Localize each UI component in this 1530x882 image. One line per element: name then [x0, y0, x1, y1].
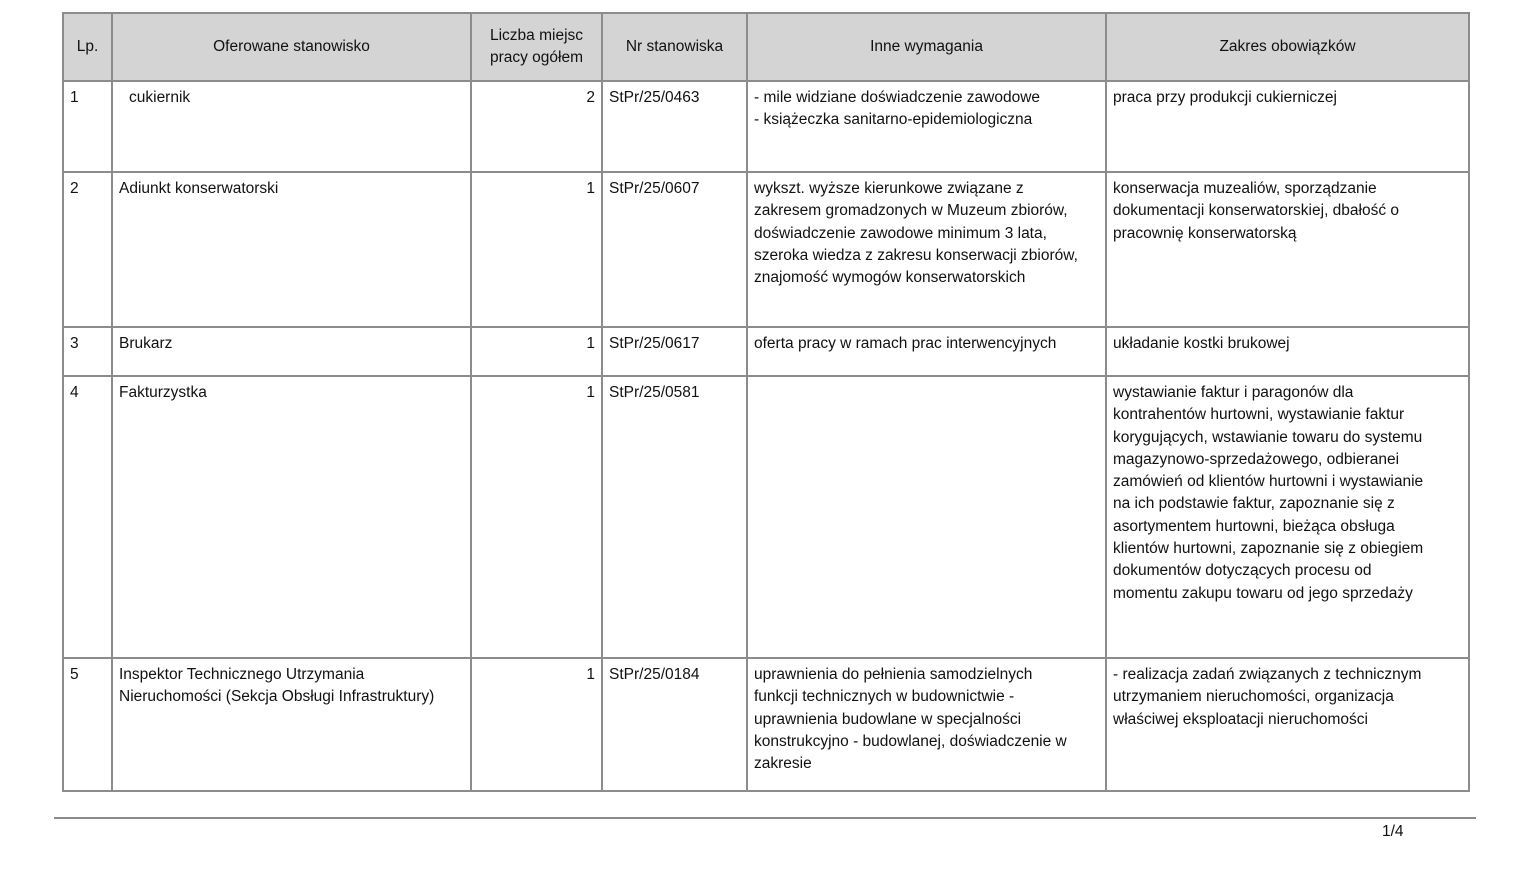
duties-line: zamówień od klientów hurtowni i wystawianie	[1113, 473, 1424, 491]
cell-requirements	[747, 658, 1106, 791]
cell-job-number: StPr/25/0184	[602, 658, 747, 791]
footer-divider	[54, 817, 1476, 819]
cell-places: 2	[471, 81, 602, 172]
cell-duties	[1106, 658, 1469, 791]
position-line: cukiernik	[129, 89, 191, 106]
requirements-line: - książeczka sanitarno-epidemiologiczna	[754, 111, 1033, 129]
duties-line: kontrahentów hurtowni, wystawianie faktur	[1113, 406, 1405, 424]
position-line: Inspektor Technicznego Utrzymania	[119, 666, 365, 683]
duties-line: praca przy produkcji cukierniczej	[1113, 89, 1337, 106]
header-requirements: Inne wymagania	[747, 13, 1106, 81]
cell-position	[112, 172, 471, 327]
header-duties: Zakres obowiązków	[1106, 13, 1469, 81]
table-row	[63, 81, 1469, 172]
header-lp: Lp.	[63, 13, 112, 81]
cell-duties	[1106, 327, 1469, 376]
header-places-line2: pracy ogółem	[489, 49, 584, 66]
requirements-line: wykszt. wyższe kierunkowe związane z	[754, 180, 1024, 197]
header-places-line1: Liczba miejsc	[489, 26, 584, 44]
job-offers-sheet	[62, 12, 1468, 792]
cell-duties	[1106, 376, 1469, 658]
duties-line: układanie kostki brukowej	[1113, 335, 1290, 352]
cell-places: 1	[471, 327, 602, 376]
cell-requirements	[747, 376, 1106, 658]
cell-position	[112, 81, 471, 172]
cell-lp: 2	[63, 172, 112, 327]
cell-duties	[1106, 172, 1469, 327]
cell-requirements	[747, 172, 1106, 327]
cell-job-number: StPr/25/0581	[602, 376, 747, 658]
duties-line: pracownię konserwatorską	[1113, 224, 1297, 242]
header-position: Oferowane stanowisko	[112, 13, 471, 81]
duties-line: klientów hurtowni, zapoznanie się z obiegiem	[1113, 540, 1424, 558]
header-places	[471, 13, 602, 81]
duties-line: asortymentem hurtowni, bieżąca obsługa	[1113, 517, 1395, 535]
cell-job-number: StPr/25/0607	[602, 172, 747, 327]
cell-lp: 4	[63, 376, 112, 658]
requirements-line: konstrukcyjno - budowlanej, doświadczenie w	[754, 732, 1067, 750]
table-body	[63, 81, 1469, 791]
duties-line: utrzymaniem nieruchomości, organizacja	[1113, 688, 1394, 706]
duties-line: konserwacja muzealiów, sporządzanie	[1113, 180, 1377, 197]
table-row	[63, 658, 1469, 791]
requirements-line: zakresem gromadzonych w Muzeum zbiorów,	[754, 202, 1068, 220]
requirements-line: doświadczenie zawodowe minimum 3 lata,	[754, 224, 1047, 242]
duties-line: dokumentów dotyczących procesu od	[1113, 562, 1372, 580]
position-line: Adiunkt konserwatorski	[119, 180, 279, 197]
duties-line: wystawianie faktur i paragonów dla	[1113, 384, 1354, 401]
cell-places: 1	[471, 172, 602, 327]
duties-line: właściwej eksploatacji nieruchomości	[1113, 710, 1368, 728]
page-number: 1/4	[1382, 823, 1404, 840]
table-header-row	[63, 13, 1469, 81]
requirements-line: oferta pracy w ramach prac interwencyjnych	[754, 335, 1057, 352]
table-row	[63, 327, 1469, 376]
duties-line: magazynowo-sprzedażowego, odbieranei	[1113, 450, 1400, 468]
requirements-line: znajomość wymogów konserwatorskich	[754, 269, 1026, 287]
cell-places: 1	[471, 658, 602, 791]
cell-places: 1	[471, 376, 602, 658]
duties-line: - realizacja zadań związanych z technicznym	[1113, 666, 1422, 683]
position-line: Nieruchomości (Sekcja Obsługi Infrastruktury)	[119, 688, 435, 706]
cell-position	[112, 376, 471, 658]
cell-duties	[1106, 81, 1469, 172]
requirements-line: zakresie	[754, 755, 812, 773]
duties-line: korygujących, wstawianie towaru do systemu	[1113, 428, 1423, 446]
header-job-number: Nr stanowiska	[602, 13, 747, 81]
cell-lp: 5	[63, 658, 112, 791]
table-row	[63, 172, 1469, 327]
cell-position	[112, 327, 471, 376]
requirements-line: - mile widziane doświadczenie zawodowe	[754, 89, 1041, 106]
cell-job-number: StPr/25/0463	[602, 81, 747, 172]
position-line: Fakturzystka	[119, 384, 207, 401]
cell-lp: 1	[63, 81, 112, 172]
duties-line: momentu zakupu towaru od jego sprzedaży	[1113, 584, 1413, 602]
requirements-line: uprawnienia budowlane w specjalności	[754, 710, 1022, 728]
job-offers-table	[62, 12, 1470, 792]
cell-job-number: StPr/25/0617	[602, 327, 747, 376]
table-row	[63, 376, 1469, 658]
cell-requirements	[747, 327, 1106, 376]
position-line: Brukarz	[119, 335, 173, 352]
requirements-line: uprawnienia do pełnienia samodzielnych	[754, 666, 1033, 683]
duties-line: na ich podstawie faktur, zapoznanie się z	[1113, 495, 1395, 513]
cell-lp: 3	[63, 327, 112, 376]
cell-position	[112, 658, 471, 791]
requirements-line: szeroka wiedza z zakresu konserwacji zbiorów,	[754, 246, 1078, 264]
requirements-line: funkcji technicznych w budownictwie -	[754, 688, 1015, 706]
duties-line: dokumentacji konserwatorskiej, dbałość o	[1113, 202, 1400, 220]
cell-requirements	[747, 81, 1106, 172]
